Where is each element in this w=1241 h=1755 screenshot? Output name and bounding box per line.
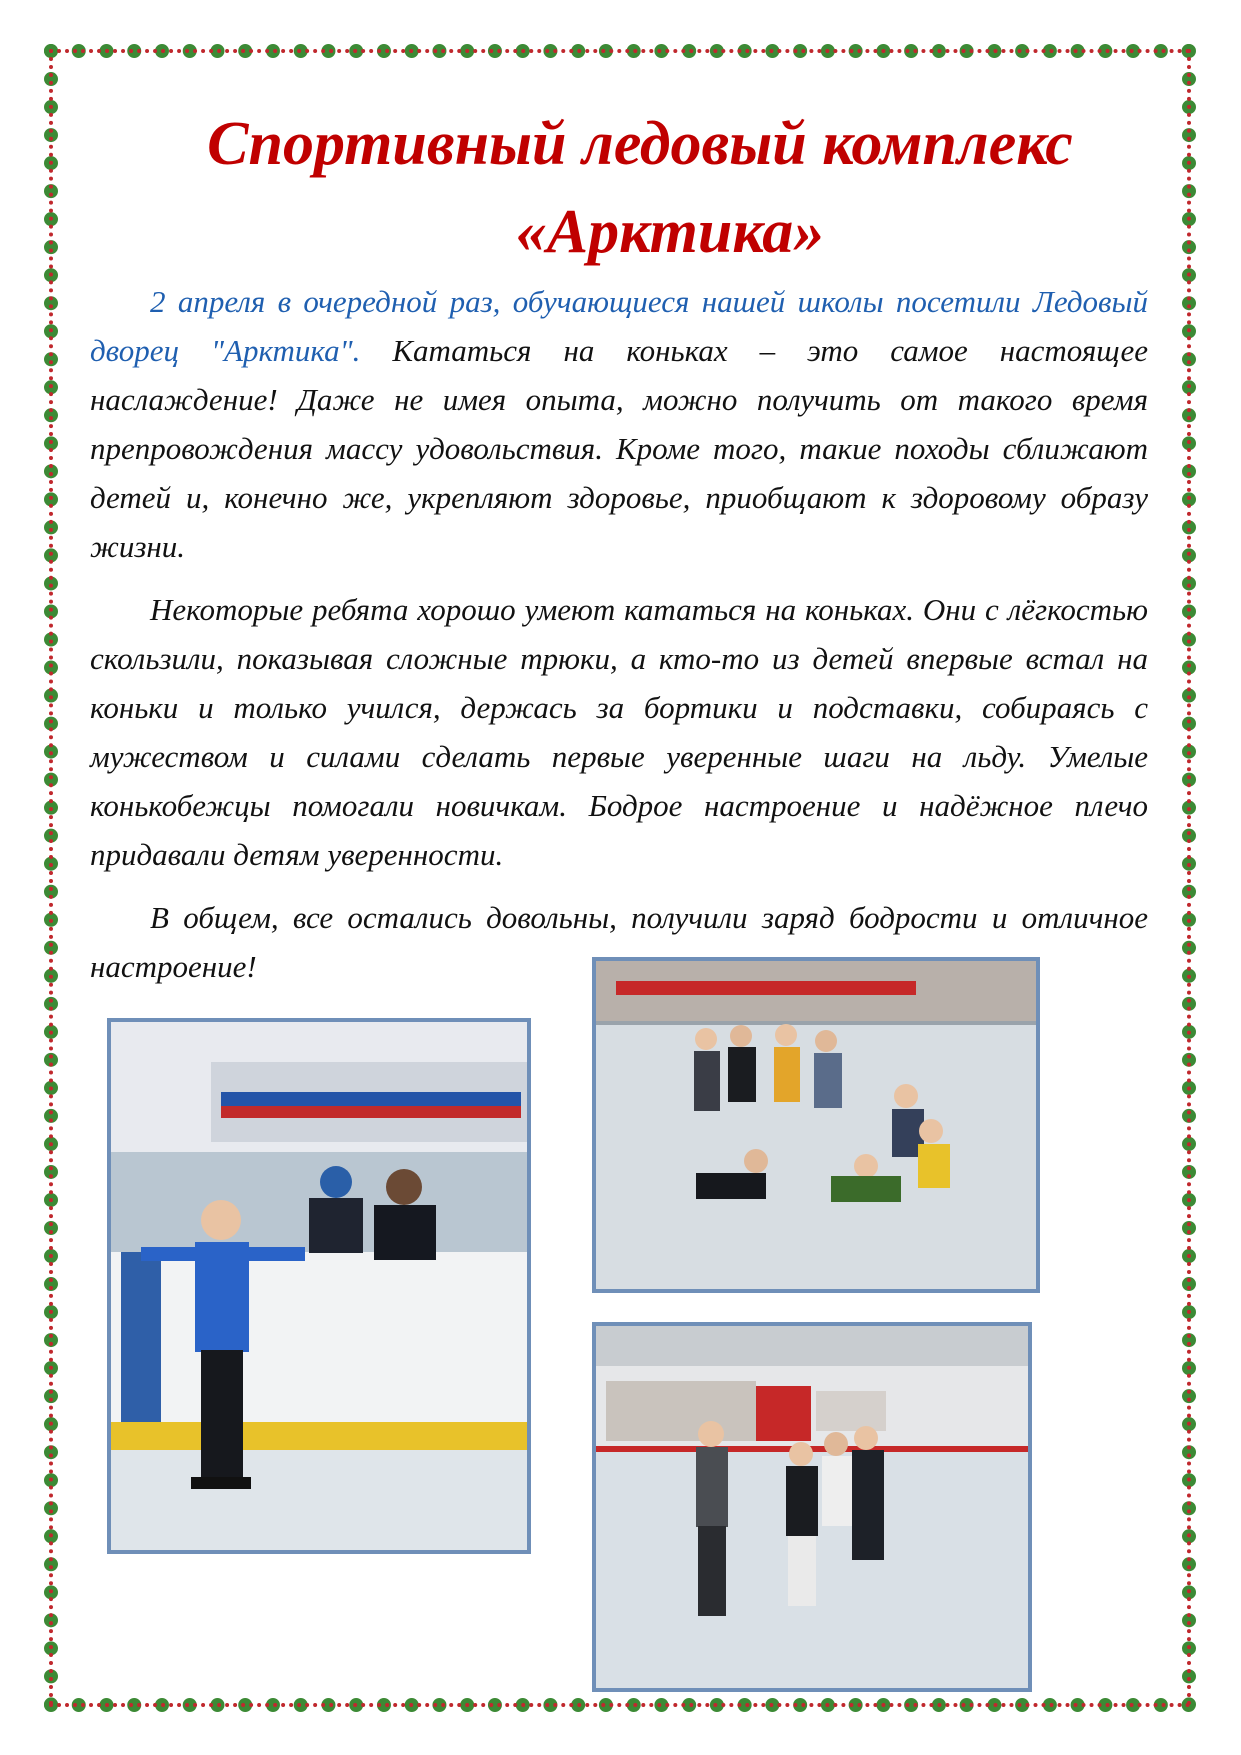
title-line-2: «Арктика»	[515, 198, 825, 266]
photo-group-on-ice	[592, 957, 1040, 1293]
page-title	[120, 100, 1160, 276]
photo-boy-at-boards	[107, 1018, 531, 1554]
paragraph-1-lead: 2 апреля в очередной раз, обучающиеся нашей школы посетили Ледовый дворец "Арктика".	[90, 284, 1148, 368]
photo-skaters-holding-hands	[592, 1322, 1032, 1692]
paragraph-2: Некоторые ребята хорошо умеют кататься на коньках. Они с лёгкостью скользили, показывая сложные трюки, а кто-то из детей впервые встал на коньки и только учился, держась за бортики и подставки, собираясь с мужеством и силами сделать первые уверенные шаги на льду. Умелые конькобежцы помогали новичкам. Бодрое настроение и надёжное плечо придавали детям уверенности.	[90, 592, 1148, 872]
paragraph-1-rest: Кататься на коньках – это самое настоящее наслаждение! Даже не имея опыта, можно получить от такого время препровождения массу удовольствия. Кроме того, такие походы сближают детей и, конечно же, укрепляют здоровье, приобщают к здоровому образу жизни.	[90, 333, 1148, 564]
title-line-1: Спортивный ледовый комплекс	[207, 110, 1073, 178]
paragraph-1	[90, 277, 1148, 571]
paragraph-3: В общем, все остались довольны, получили заряд бодрости и отличное настроение!	[90, 900, 1148, 984]
